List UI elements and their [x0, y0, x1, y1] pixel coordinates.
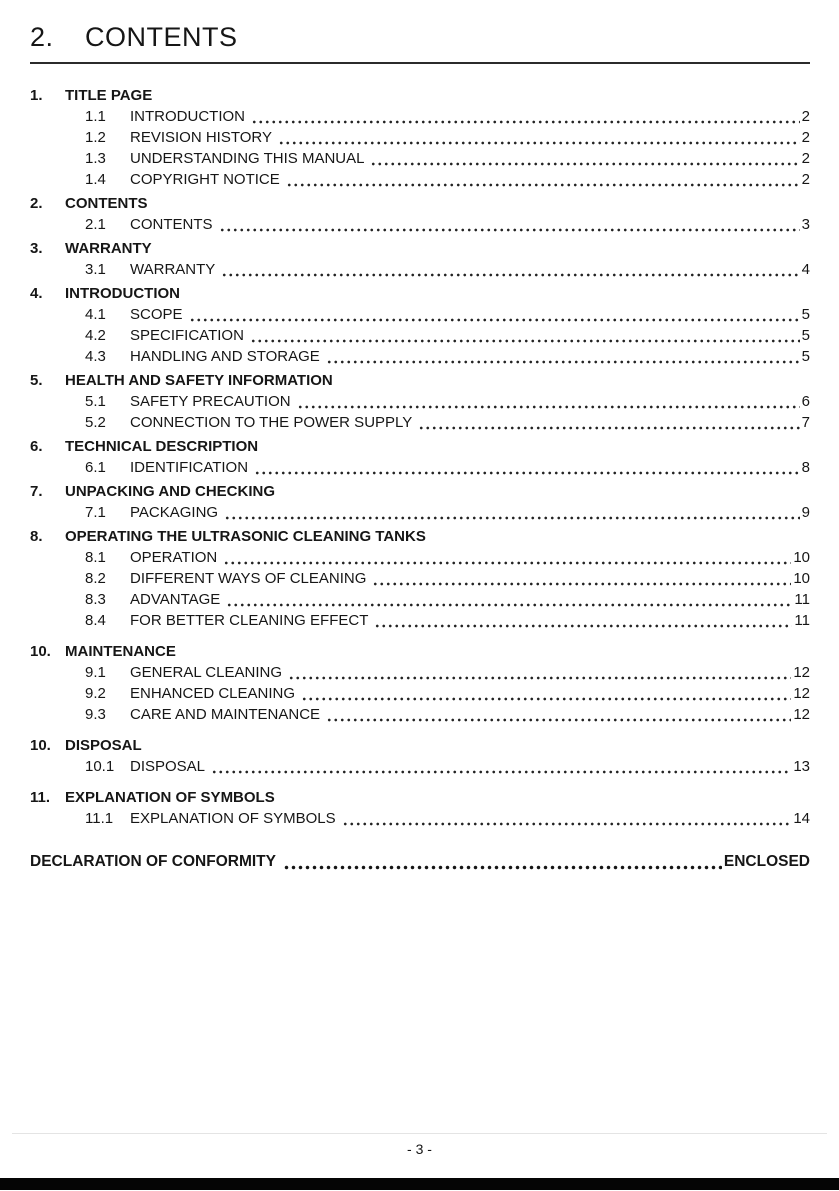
- entry-number: 8.2: [85, 570, 106, 587]
- entry-number: 1.2: [85, 129, 106, 146]
- section-entries: [30, 502, 810, 523]
- entry-number: 8.4: [85, 612, 106, 629]
- section-number: 5.: [30, 372, 43, 389]
- declaration-label: DECLARATION OF CONFORMITY: [30, 853, 276, 870]
- toc-entry: [30, 704, 810, 725]
- dot-leader: [283, 862, 722, 870]
- toc-section: [30, 283, 810, 367]
- entry-label: SPECIFICATION: [130, 327, 244, 344]
- entry-label: SCOPE: [130, 306, 183, 323]
- toc-entry: [30, 391, 810, 412]
- section-number: 10.: [30, 643, 51, 660]
- dot-leader: [297, 402, 800, 409]
- section-title: MAINTENANCE: [65, 643, 176, 660]
- entry-number: 11.1: [85, 810, 114, 827]
- declaration-row: [30, 851, 810, 873]
- toc-entry: [30, 169, 810, 190]
- section-number: 7.: [30, 483, 43, 500]
- toc-entry: [30, 214, 810, 235]
- entry-label: CONTENTS: [130, 216, 213, 233]
- toc-section: [30, 526, 810, 631]
- entry-label: CARE AND MAINTENANCE: [130, 706, 321, 723]
- dot-leader: [326, 357, 800, 364]
- entry-page-number: 3: [801, 216, 810, 233]
- entry-page-number: 11: [794, 591, 810, 608]
- dot-leader: [374, 621, 792, 628]
- entry-label: HANDLING AND STORAGE: [130, 348, 320, 365]
- toc-section: [30, 641, 810, 725]
- entry-number: 5.1: [85, 393, 106, 410]
- toc-section-heading: [30, 787, 810, 808]
- entry-number: 8.3: [85, 591, 106, 608]
- entry-label: OPERATION: [130, 549, 218, 566]
- entry-number: 1.4: [85, 171, 106, 188]
- entry-label: REVISION HISTORY: [130, 129, 272, 146]
- entry-label: GENERAL CLEANING: [130, 664, 282, 681]
- entry-label: DIFFERENT WAYS OF CLEANING: [130, 570, 367, 587]
- dot-leader: [278, 138, 800, 145]
- entry-label: EXPLANATION OF SYMBOLS: [130, 810, 336, 827]
- entry-page-number: 7: [801, 414, 810, 431]
- dot-leader: [223, 558, 791, 565]
- entry-number: 2.1: [85, 216, 106, 233]
- entry-label: COPYRIGHT NOTICE: [130, 171, 280, 188]
- dot-leader: [224, 513, 800, 520]
- entry-number: 8.1: [85, 549, 106, 566]
- entry-label: DISPOSAL: [130, 758, 206, 775]
- entry-page-number: 5: [801, 348, 810, 365]
- entry-page-number: 9: [801, 504, 810, 521]
- dot-leader: [221, 270, 799, 277]
- section-entries: [30, 259, 810, 280]
- toc-section-heading: [30, 283, 810, 304]
- entry-label: ADVANTAGE: [130, 591, 221, 608]
- toc-entry: [30, 106, 810, 127]
- section-title: EXPLANATION OF SYMBOLS: [65, 789, 275, 806]
- bottom-scan-bar: [0, 1178, 839, 1190]
- dot-leader: [372, 579, 791, 586]
- entry-page-number: 12: [793, 664, 810, 681]
- declaration-page-value: ENCLOSED: [723, 853, 810, 870]
- section-entries: [30, 756, 810, 777]
- entry-number: 3.1: [85, 261, 106, 278]
- toc-entry: [30, 346, 810, 367]
- entry-number: 1.3: [85, 150, 106, 167]
- toc-entry: [30, 304, 810, 325]
- section-number: 4.: [30, 285, 43, 302]
- toc-section-heading: [30, 481, 810, 502]
- toc-section-heading: [30, 370, 810, 391]
- toc-section: [30, 787, 810, 829]
- entry-number: 4.3: [85, 348, 106, 365]
- dot-leader: [219, 225, 800, 232]
- section-title: HEALTH AND SAFETY INFORMATION: [65, 372, 333, 389]
- entry-label: UNDERSTANDING THIS MANUAL: [130, 150, 365, 167]
- entry-number: 4.1: [85, 306, 106, 323]
- section-title: OPERATING THE ULTRASONIC CLEANING TANKS: [65, 528, 426, 545]
- section-number: 2.: [30, 195, 43, 212]
- section-number: 3.: [30, 240, 43, 257]
- entry-label: SAFETY PRECAUTION: [130, 393, 291, 410]
- toc-section: [30, 735, 810, 777]
- toc-section: [30, 436, 810, 478]
- entry-number: 9.3: [85, 706, 106, 723]
- toc-section-heading: [30, 735, 810, 756]
- entry-number: 9.2: [85, 685, 106, 702]
- toc-entry: [30, 662, 810, 683]
- table-of-contents: [30, 85, 810, 829]
- section-title: INTRODUCTION: [65, 285, 180, 302]
- section-entries: [30, 391, 810, 433]
- section-number: 1.: [30, 87, 43, 104]
- entry-number: 7.1: [85, 504, 106, 521]
- dot-leader: [189, 315, 800, 322]
- entry-page-number: 2: [801, 150, 810, 167]
- toc-entry: [30, 412, 810, 433]
- page-heading: [30, 22, 810, 53]
- toc-section-heading: [30, 193, 810, 214]
- toc-entry: [30, 457, 810, 478]
- toc-entry: [30, 808, 810, 829]
- entry-page-number: 2: [801, 171, 810, 188]
- toc-entry: [30, 683, 810, 704]
- section-entries: [30, 808, 810, 829]
- section-title: CONTENTS: [65, 195, 148, 212]
- entry-page-number: 10: [793, 549, 810, 566]
- entry-label: PACKAGING: [130, 504, 219, 521]
- dot-leader: [370, 159, 799, 166]
- dot-leader: [226, 600, 792, 607]
- toc-entry: [30, 325, 810, 346]
- entry-number: 6.1: [85, 459, 106, 476]
- dot-leader: [301, 694, 791, 701]
- section-title: UNPACKING AND CHECKING: [65, 483, 275, 500]
- page-title: CONTENTS: [85, 22, 238, 52]
- toc-section: [30, 85, 810, 190]
- section-title: TECHNICAL DESCRIPTION: [65, 438, 259, 455]
- dot-leader: [286, 180, 800, 187]
- entry-page-number: 5: [801, 306, 810, 323]
- section-title: DISPOSAL: [65, 737, 142, 754]
- toc-entry: [30, 547, 810, 568]
- entry-page-number: 12: [793, 685, 810, 702]
- entry-label: FOR BETTER CLEANING EFFECT: [130, 612, 369, 629]
- entry-page-number: 5: [801, 327, 810, 344]
- footer-divider: [12, 1133, 827, 1134]
- toc-section-heading: [30, 85, 810, 106]
- entry-page-number: 6: [801, 393, 810, 410]
- toc-entry: [30, 589, 810, 610]
- entry-label: INTRODUCTION: [130, 108, 245, 125]
- dot-leader: [254, 468, 800, 475]
- entry-label: ENHANCED CLEANING: [130, 685, 296, 702]
- toc-section-heading: [30, 436, 810, 457]
- toc-entry: [30, 259, 810, 280]
- entry-page-number: 4: [801, 261, 810, 278]
- section-entries: [30, 547, 810, 631]
- section-entries: [30, 304, 810, 367]
- toc-entry: [30, 127, 810, 148]
- toc-section: [30, 481, 810, 523]
- entry-page-number: 12: [793, 706, 810, 723]
- entry-page-number: 13: [793, 758, 810, 775]
- section-title: WARRANTY: [65, 240, 152, 257]
- dot-leader: [326, 715, 791, 722]
- dot-leader: [418, 423, 799, 430]
- dot-leader: [342, 819, 792, 826]
- heading-number: 2.: [30, 22, 54, 52]
- toc-section: [30, 370, 810, 433]
- toc-section: [30, 193, 810, 235]
- toc-section-heading: [30, 238, 810, 259]
- entry-page-number: 8: [801, 459, 810, 476]
- section-title: TITLE PAGE: [65, 87, 153, 104]
- entry-page-number: 2: [801, 108, 810, 125]
- dot-leader: [251, 117, 800, 124]
- toc-entry: [30, 148, 810, 169]
- section-entries: [30, 457, 810, 478]
- entry-label: WARRANTY: [130, 261, 216, 278]
- dot-leader: [250, 336, 800, 343]
- section-number: 6.: [30, 438, 43, 455]
- dot-leader: [211, 767, 791, 774]
- section-entries: [30, 106, 810, 190]
- entry-page-number: 2: [801, 129, 810, 146]
- entry-page-number: 10: [793, 570, 810, 587]
- entry-number: 4.2: [85, 327, 106, 344]
- section-entries: [30, 662, 810, 725]
- dot-leader: [288, 673, 791, 680]
- section-number: 11.: [30, 789, 51, 806]
- toc-entry: [30, 568, 810, 589]
- toc-entry: [30, 610, 810, 631]
- entry-label: IDENTIFICATION: [130, 459, 249, 476]
- page-footer: [0, 1141, 839, 1157]
- entry-number: 9.1: [85, 664, 106, 681]
- toc-entry: [30, 756, 810, 777]
- toc-section-heading: [30, 526, 810, 547]
- toc-section: [30, 238, 810, 280]
- section-entries: [30, 214, 810, 235]
- entry-page-number: 11: [794, 612, 810, 629]
- toc-entry: [30, 502, 810, 523]
- section-number: 8.: [30, 528, 43, 545]
- entry-number: 5.2: [85, 414, 106, 431]
- footer-page-number: - 3 -: [407, 1141, 432, 1157]
- section-number: 10.: [30, 737, 51, 754]
- entry-number: 1.1: [85, 108, 106, 125]
- entry-label: CONNECTION TO THE POWER SUPPLY: [130, 414, 413, 431]
- entry-number: 10.1: [85, 758, 115, 775]
- entry-page-number: 14: [793, 810, 810, 827]
- toc-section-heading: [30, 641, 810, 662]
- heading-divider: [30, 62, 810, 64]
